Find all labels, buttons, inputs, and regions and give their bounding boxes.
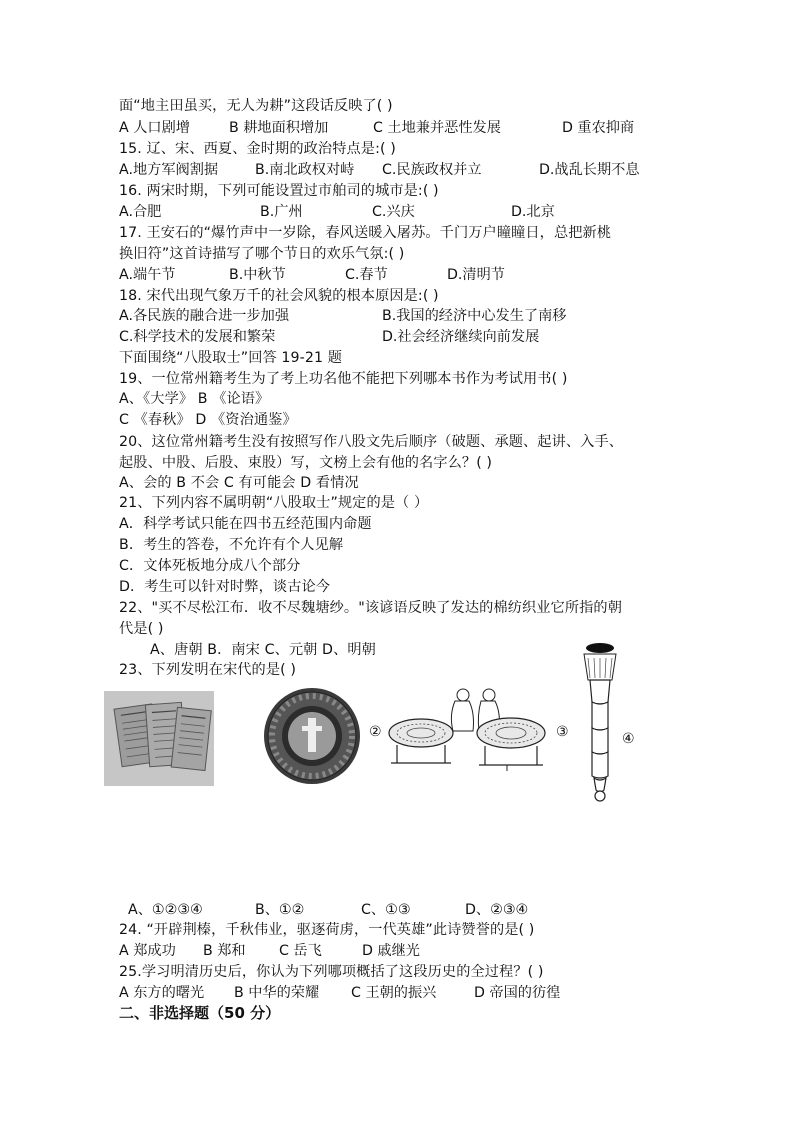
q20-options[interactable]: A、会的 B 不会 C 有可能会 D 看情况 xyxy=(119,475,359,491)
q19-stem: 19、一位常州籍考生为了考上功名他不能把下列哪本书作为考试用书( ) xyxy=(119,371,568,387)
q18-option-d[interactable]: D.社会经济继续向前发展 xyxy=(382,329,540,345)
q15-option-d[interactable]: D.战乱长期不息 xyxy=(539,162,640,178)
q17-option-d[interactable]: D.清明节 xyxy=(447,267,505,283)
q16-option-b[interactable]: B.广州 xyxy=(260,204,303,220)
q25-option-d[interactable]: D 帝国的彷徨 xyxy=(474,985,561,1001)
q22-stem-line1: 22、"买不尽松江布．收不尽魏塘纱。"该谚语反映了发达的棉纺织业它所指的朝 xyxy=(119,600,622,616)
q17-option-a[interactable]: A.端午节 xyxy=(119,267,176,283)
section-heading: 二、非选择题（50 分） xyxy=(119,1004,281,1022)
q21-option-c[interactable]: C．文体死板地分成八个部分 xyxy=(119,558,301,574)
q19-options-row1[interactable]: A、《大学》 B 《论语》 xyxy=(119,391,270,407)
q23-option-a[interactable]: A、①②③④ xyxy=(128,902,203,918)
q25-option-a[interactable]: A 东方的曙光 xyxy=(119,985,205,1001)
q15-stem: 15. 辽、宋、西夏、金时期的政治特点是:( ) xyxy=(119,141,396,157)
q17-stem-line2: 换旧符”这首诗描写了哪个节日的欢乐气氛:( ) xyxy=(119,246,405,262)
q23-option-b[interactable]: B、①② xyxy=(255,902,305,918)
q24-stem: 24. “开辟荆榛，千秋伟业，驱逐荷虏，一代英雄”此诗赞誉的是( ) xyxy=(119,922,535,938)
q14-option-c[interactable]: C 土地兼并恶性发展 xyxy=(373,120,501,136)
q22-options[interactable]: A、唐朝 B．南宋 C、元朝 D、明朝 xyxy=(150,642,376,658)
q18-option-c[interactable]: C.科学技术的发展和繁荣 xyxy=(119,329,276,345)
q21-stem: 21、下列内容不属明朝“八股取士”规定的是（ ） xyxy=(119,495,429,511)
q15-option-c[interactable]: C.民族政权并立 xyxy=(382,162,482,178)
figure-marker-4: ④ xyxy=(622,731,635,747)
q16-option-a[interactable]: A.合肥 xyxy=(119,204,162,220)
q19-options-row2[interactable]: C 《春秋》 D 《资治通鉴》 xyxy=(119,412,297,428)
q24-option-b[interactable]: B 郑和 xyxy=(203,943,246,959)
q18-stem: 18. 宋代出现气象万千的社会风貌的根本原因是:( ) xyxy=(119,288,439,304)
q22-stem-line2: 代是( ) xyxy=(119,621,164,637)
q16-option-c[interactable]: C.兴庆 xyxy=(372,204,415,220)
q17-option-c[interactable]: C.春节 xyxy=(345,267,388,283)
q14-option-a[interactable]: A 人口剧增 xyxy=(119,120,190,136)
q18-option-b[interactable]: B.我国的经济中心发生了南移 xyxy=(382,308,567,324)
q23-option-d[interactable]: D、②③④ xyxy=(465,902,529,918)
q24-option-a[interactable]: A 郑成功 xyxy=(119,943,176,959)
figure-marker-3: ③ xyxy=(556,724,569,740)
fire-lance-image xyxy=(578,640,622,805)
q17-option-b[interactable]: B.中秋节 xyxy=(229,267,286,283)
q15-option-b[interactable]: B.南北政权对峙 xyxy=(255,162,355,178)
paper-money-image xyxy=(104,691,214,786)
q17-stem-line1: 17. 王安石的“爆竹声中一岁除，春风送暖入屠苏。千门万户瞳瞳日，总把新桃 xyxy=(119,225,612,241)
q21-option-d[interactable]: D．考生可以针对时弊，谈古论今 xyxy=(119,579,331,595)
q20-stem-line2: 起股、中股、后股、束股）写，文榜上会有他的名字么？( ) xyxy=(119,455,493,471)
q25-option-b[interactable]: B 中华的荣耀 xyxy=(234,985,320,1001)
q16-option-d[interactable]: D.北京 xyxy=(511,204,555,220)
q25-stem: 25.学习明清历史后，你认为下列哪项概括了这段历史的全过程？( ) xyxy=(119,964,544,980)
q21-option-b[interactable]: B．考生的答卷，不允许有个人见解 xyxy=(119,537,344,553)
q14-option-d[interactable]: D 重农抑商 xyxy=(562,120,635,136)
q14-option-b[interactable]: B 耕地面积增加 xyxy=(229,120,329,136)
armillary-sphere-image xyxy=(387,683,549,775)
q14-stem: 面“地主田虽买，无人为耕”这段话反映了( ) xyxy=(119,98,393,114)
q24-option-c[interactable]: C 岳飞 xyxy=(279,943,322,959)
q23-stem: 23、下列发明在宋代的是( ) xyxy=(119,662,297,678)
q21-option-a[interactable]: A．科学考试只能在四书五经范围内命题 xyxy=(119,516,372,532)
q20-stem-line1: 20、这位常州籍考生没有按照写作八股文先后顺序（破题、承题、起讲、入手、 xyxy=(119,434,624,450)
q23-option-c[interactable]: C、①③ xyxy=(361,902,411,918)
q25-option-c[interactable]: C 王朝的振兴 xyxy=(351,985,437,1001)
q24-option-d[interactable]: D 戚继光 xyxy=(362,943,420,959)
q15-option-a[interactable]: A.地方军阀割据 xyxy=(119,162,219,178)
compass-image xyxy=(262,686,362,786)
figure-marker-2: ② xyxy=(369,724,382,740)
q16-stem: 16. 两宋时期，下列可能设置过市舶司的城市是:( ) xyxy=(119,183,439,199)
q18-option-a[interactable]: A.各民族的融合进一步加强 xyxy=(119,308,290,324)
group-intro: 下面围绕“八股取士”回答 19-21 题 xyxy=(119,350,343,366)
